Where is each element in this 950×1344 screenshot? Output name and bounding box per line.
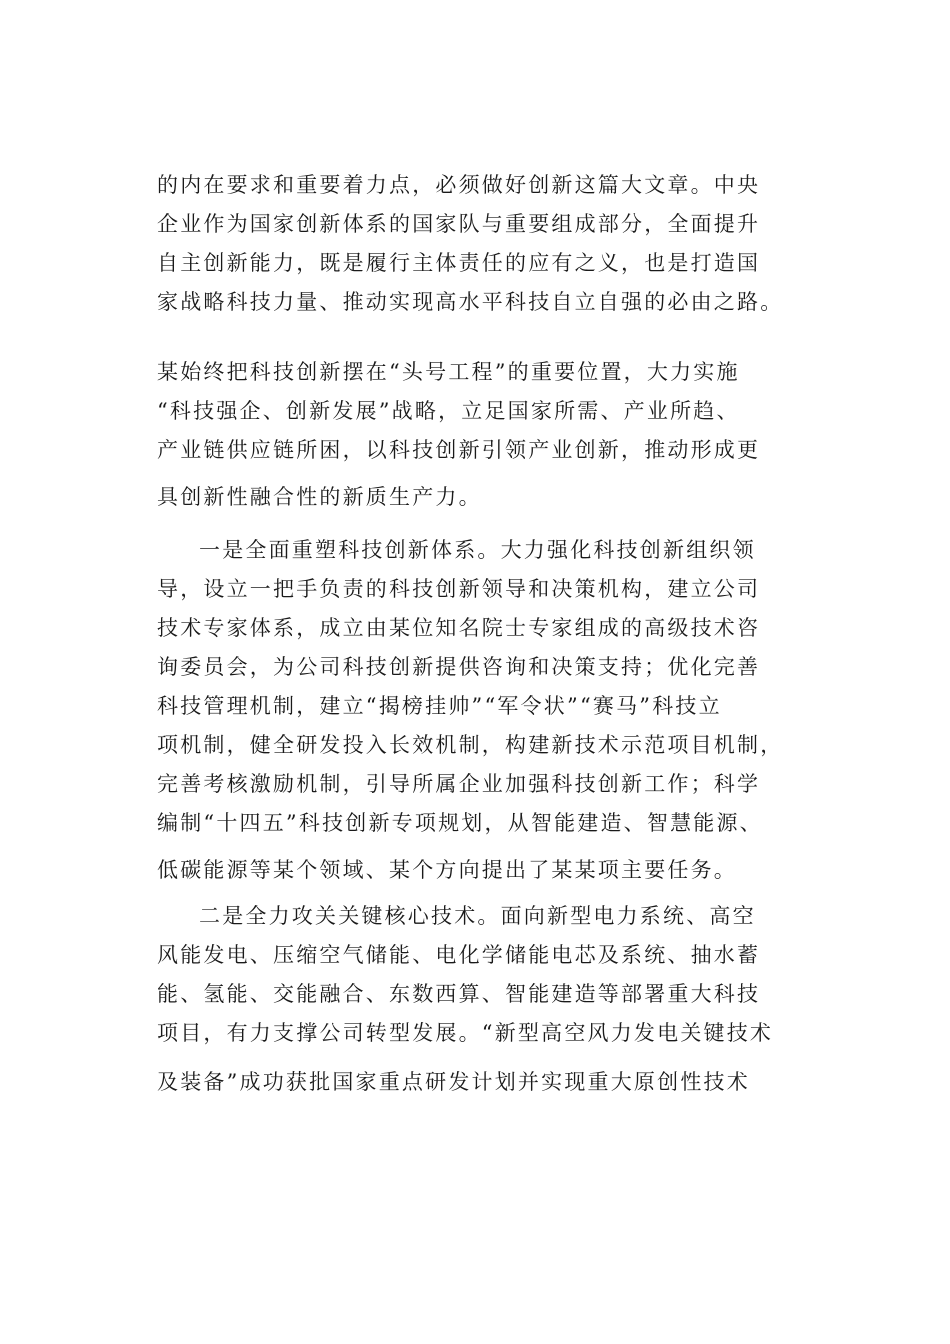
paragraph-1-line-2: 企业作为国家创新体系的国家队与重要组成部分，全面提升 xyxy=(157,212,761,236)
paragraph-2-line-9: 低碳能源等某个领域、某个方向提出了某某项主要任务。 xyxy=(157,858,737,882)
paragraph-2-line-6: 项机制，健全研发投入长效机制，构建新技术示范项目机制， xyxy=(157,733,784,757)
paragraph-2-line-3: 技术专家体系，成立由某位知名院士专家组成的高级技术咨 xyxy=(157,616,761,640)
paragraph-1-line-7: 产业链供应链所困，以科技创新引领产业创新，推动形成更 xyxy=(157,438,761,462)
paragraph-1-line-3: 自主创新能力，既是履行主体责任的应有之义，也是打造国 xyxy=(157,251,761,275)
paragraph-1-line-5: 某始终把科技创新摆在“头号工程”的重要位置，大力实施 xyxy=(157,360,740,384)
paragraph-1-line-1: 的内在要求和重要着力点，必须做好创新这篇大文章。中央 xyxy=(157,173,761,197)
paragraph-3-line-2: 风能发电、压缩空气储能、电化学储能电芯及系统、抽水蓄 xyxy=(157,943,761,967)
paragraph-3-line-3: 能、氢能、交能融合、东数西算、智能建造等部署重大科技 xyxy=(157,982,761,1006)
paragraph-1-line-6: “科技强企、创新发展”战略，立足国家所需、产业所趋、 xyxy=(157,399,740,423)
paragraph-2-line-7: 完善考核激励机制，引导所属企业加强科技创新工作；科学 xyxy=(157,772,761,796)
paragraph-2-line-8: 编制“十四五”科技创新专项规划，从智能建造、智慧能源、 xyxy=(157,811,763,835)
paragraph-2-line-1: 一是全面重塑科技创新体系。大力强化科技创新组织领 xyxy=(199,538,756,562)
paragraph-2-line-2: 导，设立一把手负责的科技创新领导和决策机构，建立公司 xyxy=(157,577,761,601)
paragraph-1-line-8: 具创新性融合性的新质生产力。 xyxy=(157,485,482,509)
paragraph-2-line-4: 询委员会，为公司科技创新提供咨询和决策支持；优化完善 xyxy=(157,655,761,679)
paragraph-3-line-1: 二是全力攻关关键核心技术。面向新型电力系统、高空 xyxy=(199,904,756,928)
paragraph-1-line-4: 家战略科技力量、推动实现高水平科技自立自强的必由之路。 xyxy=(157,290,784,314)
paragraph-3-line-5: 及装备”成功获批国家重点研发计划并实现重大原创性技术 xyxy=(157,1070,750,1094)
paragraph-3-line-4: 项目，有力支撑公司转型发展。“新型高空风力发电关键技术 xyxy=(157,1021,774,1045)
paragraph-2-line-5: 科技管理机制，建立“揭榜挂帅”“军令状”“赛马”科技立 xyxy=(157,694,722,718)
